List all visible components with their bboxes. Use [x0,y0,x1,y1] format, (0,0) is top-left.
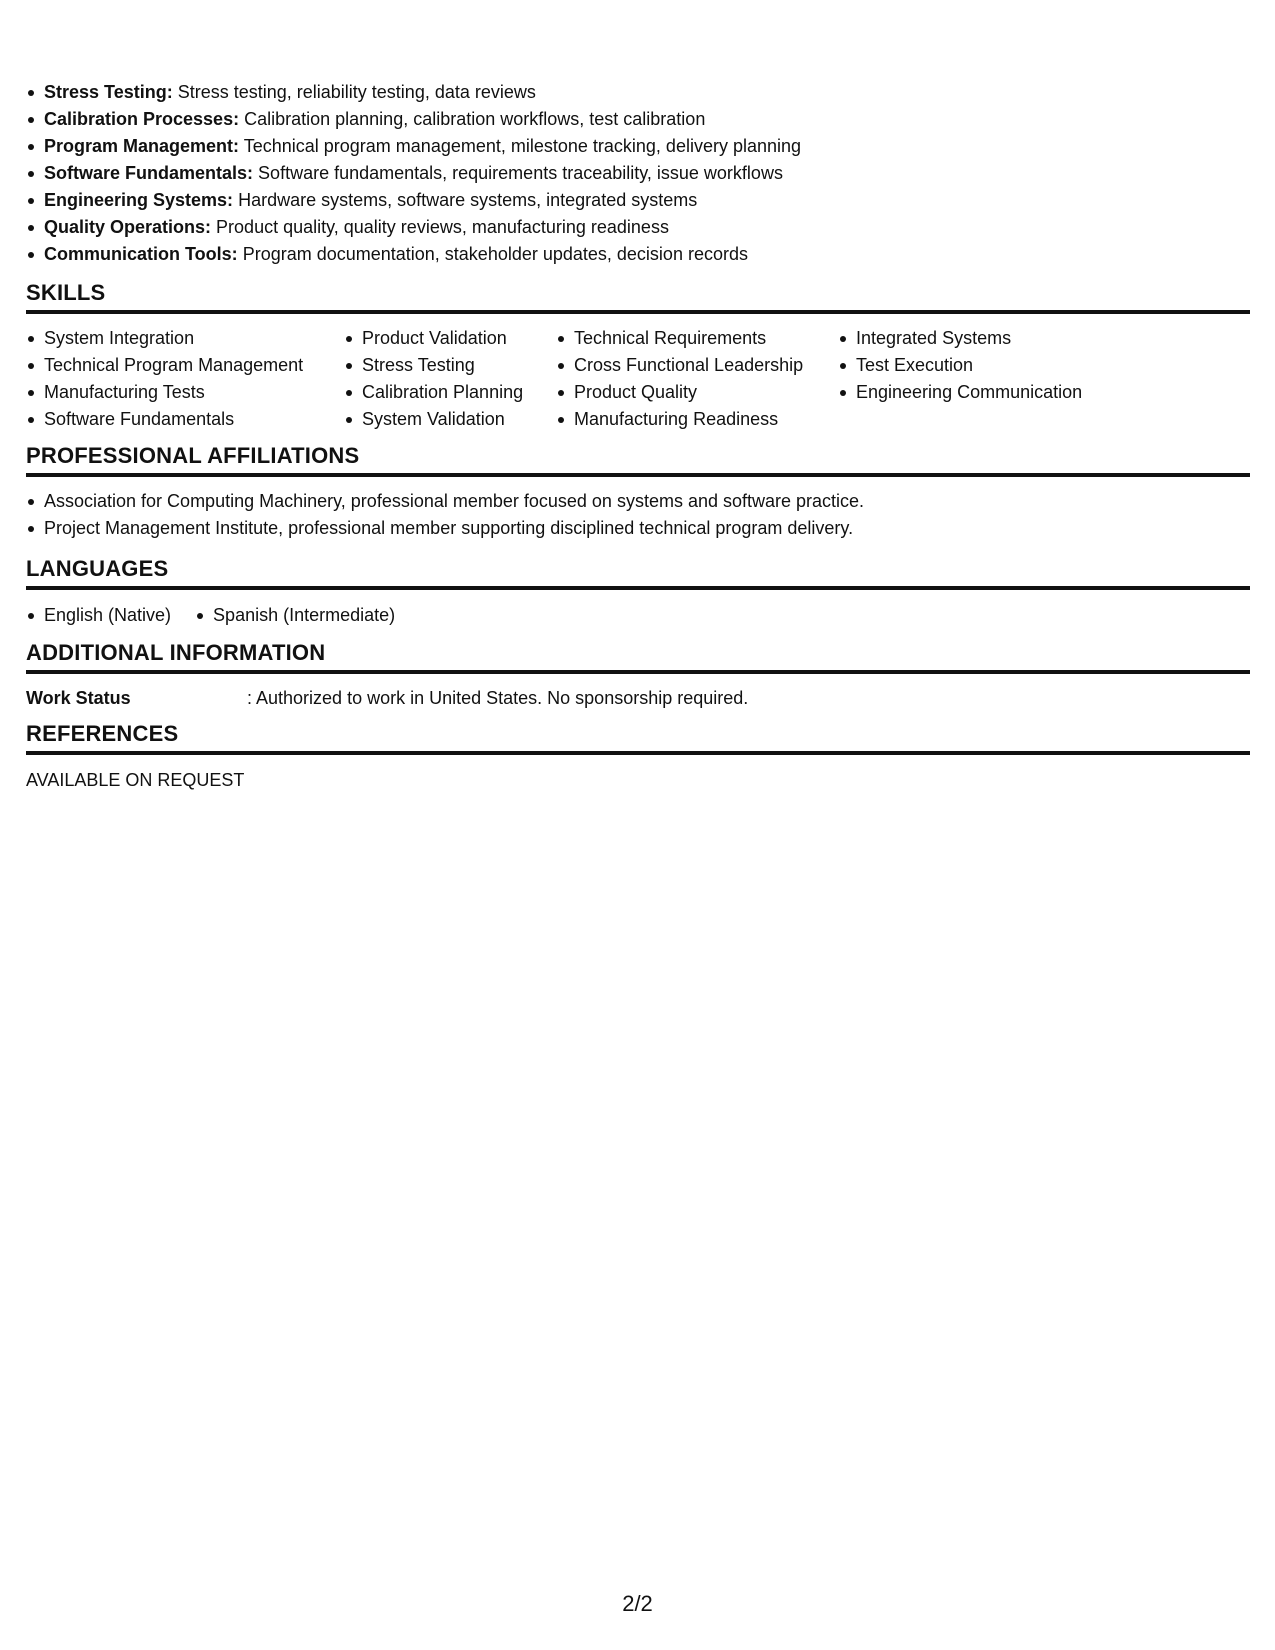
skills-column-4 [838,325,1098,433]
page-number: 2/2 [622,1591,653,1616]
expertise-list [26,79,801,268]
skill-item: Calibration Planning [344,379,534,406]
skill-item: Technical Program Management [26,352,322,379]
list-item [26,79,801,106]
list-item [26,214,801,241]
languages-list [26,602,419,629]
item-label: Engineering Systems: [44,190,234,210]
work-status-row [26,685,748,712]
languages-heading: LANGUAGES [26,555,1250,590]
list-item: Association for Computing Machinery, professional member focused on systems and software practice. [26,488,864,515]
work-status-value: : Authorized to work in United States. No sponsorship required. [247,688,749,708]
skill-item: Integrated Systems [838,325,1098,352]
skill-item: Technical Requirements [556,325,816,352]
list-item [26,160,801,187]
list-item [26,187,801,214]
skill-item: Cross Functional Leadership [556,352,816,379]
item-label: Software Fundamentals: [44,163,254,183]
item-text: Technical program management, milestone tracking, delivery planning [243,136,802,156]
list-item [26,241,801,268]
skill-item: Product Validation [344,325,534,352]
item-label: Stress Testing: [44,82,173,102]
item-label: Program Management: [44,136,240,156]
affiliations-list [26,488,864,542]
skill-item: Manufacturing Tests [26,379,322,406]
affiliations-heading: PROFESSIONAL AFFILIATIONS [26,442,1250,477]
skills-heading: SKILLS [26,279,1250,314]
item-label: Communication Tools: [44,244,238,264]
list-item: English (Native) [26,602,171,629]
additional-info-heading: ADDITIONAL INFORMATION [26,639,1250,674]
item-text: Hardware systems, software systems, integrated systems [238,190,698,210]
list-item: Project Management Institute, professional member supporting disciplined technical program delivery. [26,515,864,542]
skill-item: System Integration [26,325,322,352]
references-heading: REFERENCES [26,720,1250,755]
item-label: Quality Operations: [44,217,212,237]
work-status-label: Work Status [26,688,131,708]
item-label: Calibration Processes: [44,109,240,129]
skill-item: Test Execution [838,352,1098,379]
item-text: Product quality, quality reviews, manufacturing readiness [216,217,669,237]
skill-item: Manufacturing Readiness [556,406,816,433]
list-item [26,133,801,160]
skill-item: Software Fundamentals [26,406,322,433]
skills-column-3 [556,325,816,433]
skill-item: Stress Testing [344,352,534,379]
skill-item: Product Quality [556,379,816,406]
skills-column-1 [26,325,322,433]
references-text: AVAILABLE ON REQUEST [26,770,245,790]
skills-grid [26,325,1120,433]
item-text: Stress testing, reliability testing, data reviews [177,82,536,102]
list-item [26,106,801,133]
skill-item: Engineering Communication [838,379,1098,406]
item-text: Software fundamentals, requirements traceability, issue workflows [258,163,783,183]
item-text: Program documentation, stakeholder updates, decision records [242,244,748,264]
item-text: Calibration planning, calibration workflows, test calibration [244,109,706,129]
list-item: Spanish (Intermediate) [195,602,395,629]
skills-column-2 [344,325,534,433]
skill-item: System Validation [344,406,534,433]
